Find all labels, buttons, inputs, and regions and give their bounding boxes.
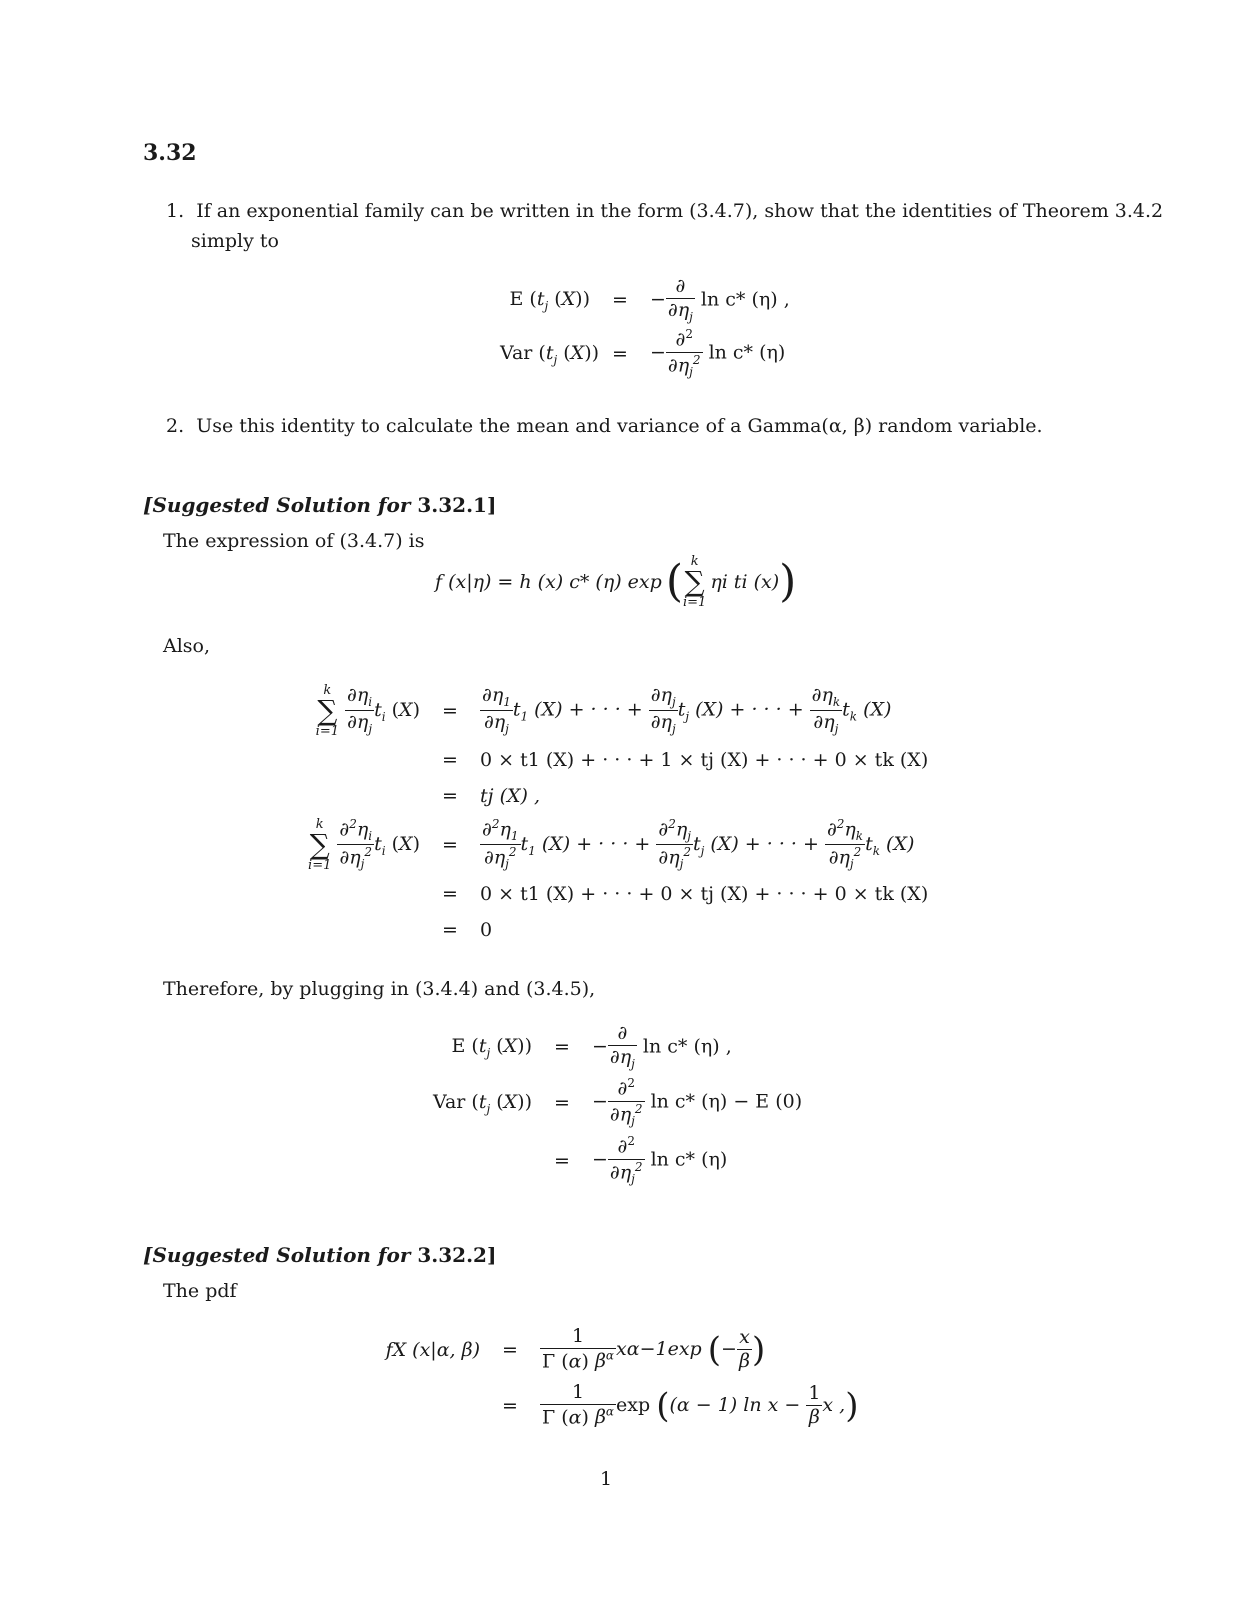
identity-block xyxy=(500,275,790,383)
result-mean-tail: ln c* (η) , xyxy=(642,1035,732,1057)
problem-2-text: Use this identity to calculate the mean and variance of a Gamma(α, β) random variable. xyxy=(196,415,1043,437)
equals-sign: = xyxy=(554,1092,570,1114)
problem-1-text: If an exponential family can be written in the form (3.4.7), show that the identities of Theorem 3.4.2 xyxy=(196,200,1164,222)
formula-lhs: f (x|η) = h (x) c* (η) exp xyxy=(435,571,662,593)
solution-1-intro: The expression of (3.4.7) is xyxy=(163,530,425,552)
result-var-lhs: Var ($t_j$ (X)) xyxy=(432,1090,532,1116)
result-mean-lhs: E ($t_j$ (X)) xyxy=(451,1034,532,1060)
equals-sign: = xyxy=(612,343,628,365)
equals-sign: = xyxy=(442,785,458,807)
equals-sign: = xyxy=(442,749,458,771)
identity-mean-tail: ln c* (η) , xyxy=(700,288,790,310)
equals-sign: = xyxy=(442,919,458,941)
derivation-row-2: tj (X) , xyxy=(480,785,540,807)
derivation-row-1: 0 × t1 (X) + · · · + 1 × tj (X) + · · · + 0 × tk (X) xyxy=(480,749,929,771)
solution-1-heading: [Suggested Solution for 3.32.1] xyxy=(143,493,497,517)
solution-2-intro: The pdf xyxy=(163,1280,237,1302)
sum-operator: k ∑ i=1 xyxy=(682,554,707,610)
result-var-tail-1: ln c* (η) − E (0) xyxy=(650,1091,803,1113)
identity-var-lhs: Var ($t_j$ (X)) xyxy=(500,341,600,367)
gamma-pdf-row-2: $\frac{1}{\Gamma (\alpha) \beta^\alpha}$ exp ((α − 1) ln x − $\frac{1}{\beta}$ x ,) xyxy=(542,1381,859,1429)
first-derivative-expansion: $\frac{\partial\eta_1}{\partial\eta_j}$ $t_1$ (X) + · · · + $\frac{\partial\eta_j}{\partial\eta_j}$ $t_j$ (X) + · · · + $\frac{\partial\eta_k}{\partial\eta_j}$ $t_k$ (X) xyxy=(482,684,892,736)
exponential-family-formula: f (x|η) = h (x) c* (η) exp ( k ∑ i=1 ηi ti (x) ) xyxy=(435,554,797,610)
second-derivative-sum: k ∑ i=1 $\frac{\partial^2\eta_i}{\partial\eta_j^2}$ $t_i$ (X) xyxy=(308,816,420,873)
equals-sign: = xyxy=(442,834,458,856)
problem-2 xyxy=(166,415,1043,437)
first-derivative-sum: k ∑ i=1 $\frac{\partial\eta_i}{\partial\eta_j}$ $t_i$ (X) xyxy=(315,683,420,739)
equals-sign: = xyxy=(502,1395,518,1417)
problem-2-number: 2. xyxy=(166,415,185,437)
equals-sign: = xyxy=(442,700,458,722)
identity-mean-rhs: − $\frac{\partial}{\partial\eta_j}$ ln c* (η) , xyxy=(650,274,790,324)
equals-sign: = xyxy=(612,289,628,311)
result-var-tail-2: ln c* (η) xyxy=(650,1149,728,1171)
problem-1-continued: simply to xyxy=(191,230,279,252)
gamma-pdf-lhs: fX (x|α, β) xyxy=(385,1339,480,1361)
problem-heading: 3.32 xyxy=(143,140,197,166)
solution-2-heading: [Suggested Solution for 3.32.2] xyxy=(143,1243,497,1267)
derivation-row-3: 0 × t1 (X) + · · · + 0 × tj (X) + · · · + 0 × tk (X) xyxy=(480,883,929,905)
gamma-pdf-block xyxy=(380,1322,858,1434)
also-text: Also, xyxy=(163,635,211,657)
equals-sign: = xyxy=(554,1036,570,1058)
result-block: E ($t_j$ (X)) = − $\frac{\partial}{\partial\eta_j}$ ln c* (η) , Var ($t_j$ (X)) = − $\frac{\partial^2}{\partial\eta_j^2}$ ln c* (η) − E (0) = − $\frac{\partial^2}{\partial\eta_j^2}$ ln c* (η) xyxy=(420,1020,802,1190)
page-number: 1 xyxy=(600,1468,613,1490)
derivation-row-4: 0 xyxy=(480,919,493,941)
identity-var-rhs: − $\frac{\partial^2}{\partial\eta_j^2}$ ln c* (η) xyxy=(650,327,786,379)
formula-sum-body: ηi ti (x) xyxy=(710,571,780,593)
identity-mean-lhs: E ($t_j$ (X)) xyxy=(509,287,590,313)
equals-sign: = xyxy=(502,1339,518,1361)
equals-sign: = xyxy=(442,883,458,905)
therefore-text: Therefore, by plugging in (3.4.4) and (3.4.5), xyxy=(163,978,596,1000)
gamma-pdf-row-1: $\frac{1}{\Gamma (\alpha) \beta^\alpha}$ xα−1exp (− $\frac{x}{\beta}$ ) xyxy=(542,1325,766,1373)
second-derivative-expansion: $\frac{\partial^2\eta_1}{\partial\eta_j^2}$ $t_1$ (X) + · · · + $\frac{\partial^2\eta_j}{\partial\eta_j^2}$ $t_j$ (X) + · · · + $\frac{\partial^2\eta_k}{\partial\eta_j^2}$ $t_k$ (X) xyxy=(482,816,915,872)
derivation-block xyxy=(300,680,928,948)
identity-var-tail: ln c* (η) xyxy=(708,342,786,364)
problem-1-number: 1. xyxy=(166,200,185,222)
equals-sign: = xyxy=(554,1150,570,1172)
problem-1 xyxy=(166,200,1163,222)
